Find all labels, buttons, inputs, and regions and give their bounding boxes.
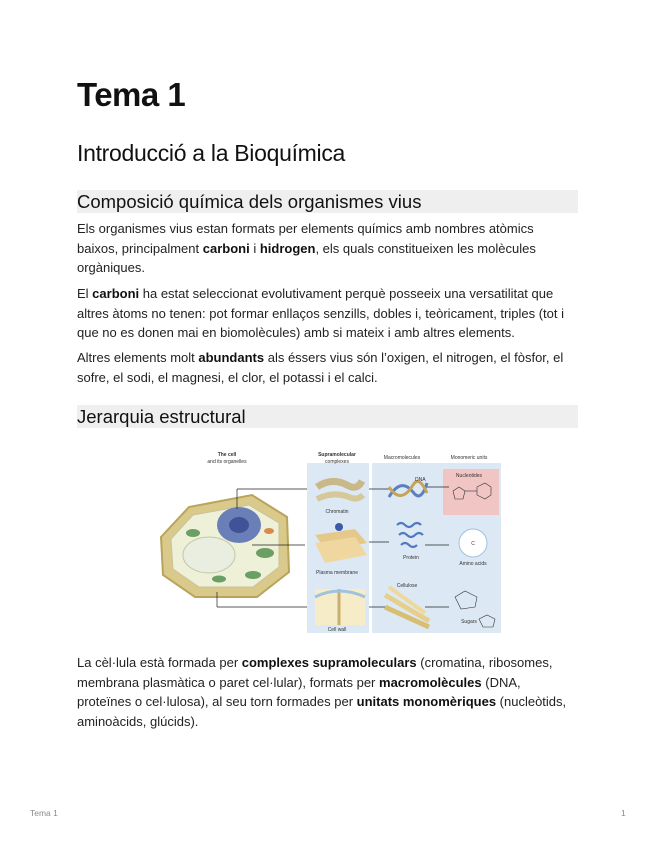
- cell-wall-icon: [315, 589, 365, 625]
- col-label-cell-2: and its organelles: [207, 459, 247, 465]
- paragraph-2: El carboni ha estat seleccionat evolutivament perquè posseeix una versatilitat que altres àtoms no tenen: pot formar enllaços senzills, dobles i, teòricament, triples (tot i que no es donen mai en biomolècules) amb si mateix i amb altres elements.: [77, 286, 564, 340]
- footer-title: Tema 1: [30, 808, 58, 818]
- paragraph-4: La cèl·lula està formada per complexes supramoleculars (cromatina, ribosomes, membrana plasmàtica o paret cel·lular), formats per macromolècules (DNA, proteïnes o cel·lulosa), al seu torn formades per unitats monomèriques (nucleòtids, aminoàcids, glúcids).: [77, 655, 567, 729]
- label-nucleotides: Nucleotides: [455, 473, 483, 479]
- col-label-supra-1: Supramolecular: [318, 452, 356, 458]
- label-amino-acids: Amino acids: [459, 561, 487, 567]
- label-protein: Protein: [403, 555, 419, 561]
- col-label-supra-2: complexes: [325, 459, 349, 465]
- plant-cell-icon: [161, 495, 289, 597]
- label-cell-wall: Cell wall: [327, 627, 347, 633]
- col-label-macro: Macromolecules: [383, 455, 421, 461]
- label-sugars: Sugars: [461, 619, 477, 625]
- paragraph-1: Els organismes vius estan formats per elements químics amb nombres atòmics baixos, principalment carboni i hidrogen, els quals constitueixen les molècules orgàniques.: [77, 221, 536, 275]
- label-chromatin: Chromatin: [325, 509, 349, 515]
- label-plasma-membrane: Plasma membrane: [316, 570, 358, 576]
- page-subtitle: Introducció a la Bioquímica: [77, 140, 346, 166]
- section-heading-jerarquia: Jerarquia estructural: [77, 405, 578, 428]
- page-title: Tema 1: [77, 76, 186, 113]
- section-heading-composicio: Composició química dels organismes vius: [77, 190, 578, 213]
- col-label-mono: Monomeric units: [450, 455, 488, 461]
- paragraph-3: Altres elements molt abundants als éssers vius són l’oxigen, el nitrogen, el fòsfor, el sofre, el sodi, el magnesi, el clor, el potassi i el calci.: [77, 350, 564, 385]
- label-cellulose: Cellulose: [396, 583, 418, 589]
- col-label-cell-1: The cell: [217, 452, 237, 458]
- structural-hierarchy-figure: [157, 447, 502, 633]
- label-dna: DNA: [415, 477, 426, 483]
- page-number: 1: [621, 808, 626, 818]
- svg-text:C: C: [471, 541, 475, 547]
